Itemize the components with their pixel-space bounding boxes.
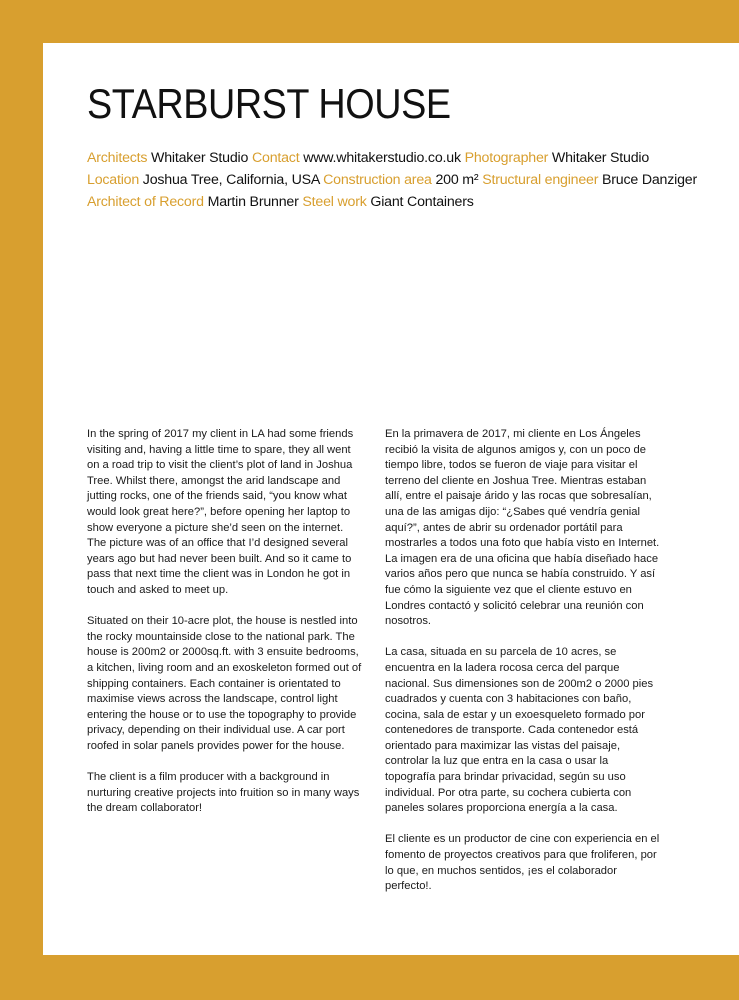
english-paragraph: In the spring of 2017 my client in LA had some friends visiting and, having a little time to spare, they all went on a road trip to visit the client’s plot of land in Joshua Tree. Whilst there, amongst the arid landscape and jutting rocks, one of the friends said, “you know what would look great here?”, before opening her laptop to show everyone a picture she’d seen on the internet. The picture was of an office that I’d designed several years ago but had never been built. And so it came to pass that next time the client was in London he got in touch and asked to meet up. xyxy=(87,428,354,596)
steel-work-label: Steel work xyxy=(302,194,367,210)
spanish-paragraph: El cliente es un productor de cine con experiencia en el fomento de proyectos creativos para que frolifere﻿n, por lo que, en muchos sentidos, ¡es el colaborador perfecto!. xyxy=(385,833,660,893)
location-label: Location xyxy=(87,172,140,188)
page-sheet xyxy=(43,43,739,955)
contact-value: www.whitakerstudio.co.uk xyxy=(303,150,461,166)
project-credits xyxy=(87,147,727,213)
architect-of-record-value: Martin Brunner xyxy=(207,194,299,210)
english-paragraph: The client is a film producer with a background in nurturing creative projects into fruition so in many ways the dream collaborator! xyxy=(87,771,360,815)
spanish-paragraph: En la primavera de 2017, mi cliente en Los Ángeles recibió la visita de algunos amigos y, con un poco de tiempo libre, todos se fueron de viaje para visitar el terreno del cliente en Joshua Tree. Mientras estaban allí, entre el paisaje árido y las rocas que sobresalían, una de las amigas dijo: “¿Sabes qué vendría genial aquí?”, antes de abrir su ordenador portátil para mostrarles a todos una foto que había visto en Internet. La imagen era de una oficina que había diseñado hace varios años pero que nunca se había construido. Y así fue cómo la siguiente vez que el cliente estuvo en Londres contactó y solicitó celebrar una reunión con nosotros. xyxy=(385,428,660,628)
english-paragraph: Situated on their 10-acre plot, the house is nestled into the rocky mountainside close to the national park. The house is 200m2 or 2000sq.ft. with 3 ensuite bedrooms, a kitchen, living room and an exoskeleton formed out of shipping containers. Each container is orientated to maximise views across the landscape, control light entering the house or to use the topography to provide privacy, depending on their individual use. A car port roofed in solar panels provides power for the house. xyxy=(87,615,362,752)
spanish-paragraph: La casa, situada en su parcela de 10 acres, se encuentra en la ladera rocosa cerca del parque nacional. Sus dimensiones son de 200m2 o 2000 pies cuadrados y cuenta con 3 habitaciones con baño, cocina, sala de estar y un exoesqueleto formado por contenedores de transporte. Cada contenedor está orientado para maximizar las vistas del paisaje, controlar la luz que entra en la casa o usar la topografía para brindar privacidad, según su uso individual. Por otra parte, su cochera cubierta con paneles solares proporciona energía a la casa. xyxy=(385,646,654,815)
photographer-value: Whitaker Studio xyxy=(551,150,650,166)
architects-label: Architects xyxy=(87,150,148,166)
structural-engineer-value: Bruce Danziger xyxy=(602,172,697,188)
location-value: Joshua Tree, California, USA xyxy=(142,172,320,188)
architect-of-record-label: Architect of Record xyxy=(87,194,204,210)
page-title: STARBURST HOUSE xyxy=(87,80,451,127)
steel-work-value: Giant Containers xyxy=(370,194,474,210)
construction-area-label: Construction area xyxy=(323,172,432,188)
construction-area-value: 200 m² xyxy=(435,172,479,188)
contact-label: Contact xyxy=(251,150,300,166)
structural-engineer-label: Structural engineer xyxy=(482,172,599,188)
english-text-column xyxy=(87,427,362,832)
architects-value: Whitaker Studio xyxy=(151,150,249,166)
spanish-text-column xyxy=(385,427,660,910)
photographer-label: Photographer xyxy=(464,150,549,166)
